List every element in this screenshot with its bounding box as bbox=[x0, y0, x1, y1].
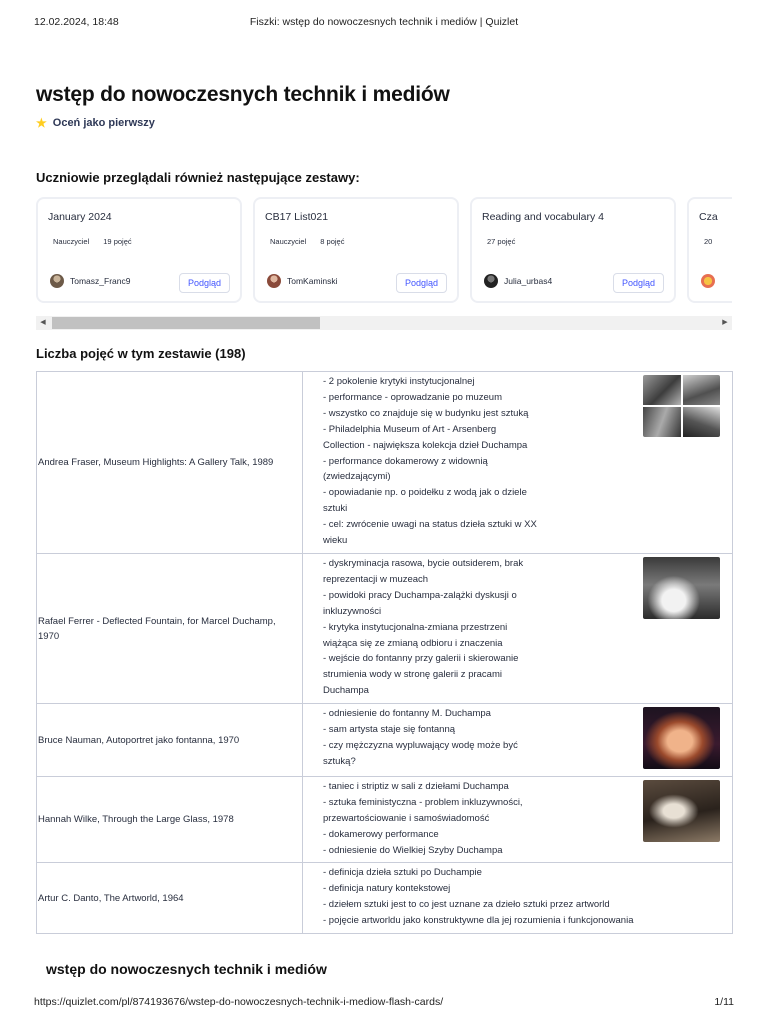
definition-line: - performance dokamerowy z widownią bbox=[323, 455, 488, 467]
definition-line: - opowiadanie np. o poidełku z wodą jak o dziele bbox=[323, 487, 527, 499]
definition-cell bbox=[303, 372, 733, 554]
definition-line: przewartościowanie i samoświadomość bbox=[323, 812, 490, 824]
rate-button[interactable] bbox=[36, 117, 155, 129]
definition-line: - dyskryminacja rasowa, bycie outsiderem, brak bbox=[323, 558, 524, 569]
definition-line: - definicja natury kontekstowej bbox=[323, 882, 451, 894]
definition-line: - taniec i striptiz w sali z dziełami Duchampa bbox=[323, 781, 509, 792]
definition-line: (zwiedzającymi) bbox=[323, 471, 391, 483]
related-set-card[interactable] bbox=[687, 197, 732, 303]
definition-line: - dokamerowy performance bbox=[323, 828, 439, 840]
print-url: https://quizlet.com/pl/874193676/wstep-do-nowoczesnych-technik-i-mediow-flash-cards/ bbox=[34, 996, 444, 1008]
bottom-set-title: wstęp do nowoczesnych technik i mediów bbox=[46, 961, 327, 977]
related-sets-heading: Uczniowie przeglądali również następujące zestawy: bbox=[36, 170, 360, 185]
definition-line: - pojęcie artworldu jako konstruktywne dla jej rozumienia i funkcjonowania bbox=[323, 914, 634, 926]
scroll-thumb[interactable] bbox=[52, 317, 320, 329]
table-row bbox=[37, 777, 733, 863]
definition-line: - wejście do fontanny przy galerii i skierowanie bbox=[323, 653, 519, 665]
definition-line: sztuki bbox=[323, 503, 348, 515]
definition-line: - czy mężczyzna wypluwający wodę może być bbox=[323, 739, 518, 751]
card-meta bbox=[704, 237, 712, 246]
terms-table bbox=[36, 371, 733, 934]
table-row bbox=[37, 372, 733, 554]
print-header bbox=[34, 16, 734, 30]
definition-line: - odniesienie do Wielkiej Szyby Duchampa bbox=[323, 844, 503, 856]
definition-line: - dziełem sztuki jest to co jest uznane za dzieło sztuki przez artworld bbox=[323, 898, 610, 910]
definition-line: inkluzywności bbox=[323, 605, 382, 617]
definition-line: wieku bbox=[323, 535, 348, 547]
term-count: 8 pojęć bbox=[320, 237, 345, 246]
definition-cell bbox=[303, 704, 733, 777]
term-image[interactable] bbox=[643, 557, 720, 619]
scroll-left-icon[interactable]: ◀ bbox=[40, 319, 46, 326]
table-row bbox=[37, 554, 733, 704]
rate-label: Oceń jako pierwszy bbox=[52, 117, 155, 129]
card-user[interactable] bbox=[701, 274, 715, 288]
term-cell: Andrea Fraser, Museum Highlights: A Gallery Talk, 1989 bbox=[37, 372, 303, 554]
definition-cell bbox=[303, 863, 733, 934]
definition-line: sztuką? bbox=[323, 755, 356, 767]
scroll-right-icon[interactable]: ▶ bbox=[722, 319, 728, 326]
preview-button[interactable]: Podgląd bbox=[179, 273, 230, 293]
card-title[interactable]: Reading and vocabulary 4 bbox=[482, 211, 605, 223]
related-set-card[interactable] bbox=[253, 197, 459, 303]
print-date: 12.02.2024, 18:48 bbox=[34, 16, 119, 28]
definition-cell bbox=[303, 554, 733, 704]
definition-line: - 2 pokolenie krytyki instytucjonalnej bbox=[323, 376, 475, 387]
definition-line: - sztuka feministyczna - problem inkluzywności, bbox=[323, 796, 523, 808]
definition-cell bbox=[303, 777, 733, 863]
terms-heading: Liczba pojęć w tym zestawie (198) bbox=[36, 346, 246, 361]
definition-line: - cel: zwrócenie uwagi na status dzieła sztuki w XX bbox=[323, 519, 537, 531]
definition-line: - definicja dzieła sztuki po Duchampie bbox=[323, 867, 482, 878]
related-sets-carousel bbox=[36, 197, 732, 303]
term-cell: Rafael Ferrer - Deflected Fountain, for Marcel Duchamp, 1970 bbox=[37, 554, 303, 704]
definition-line: strumienia wody w stronę galerii z pracami bbox=[323, 669, 502, 681]
related-set-card[interactable] bbox=[470, 197, 676, 303]
card-user[interactable] bbox=[50, 274, 130, 288]
term-count: 20 bbox=[704, 237, 713, 246]
related-set-card[interactable] bbox=[36, 197, 242, 303]
card-title[interactable]: January 2024 bbox=[48, 211, 112, 223]
avatar bbox=[701, 274, 715, 288]
print-title: Fiszki: wstęp do nowoczesnych technik i mediów | Quizlet bbox=[249, 16, 519, 28]
term-image[interactable] bbox=[643, 780, 720, 842]
username: Tomasz_Franc9 bbox=[70, 276, 131, 286]
term-cell: Bruce Nauman, Autoportret jako fontanna, 1970 bbox=[37, 704, 303, 777]
definition-line: reprezentacji w muzeach bbox=[323, 573, 429, 585]
card-meta bbox=[487, 237, 515, 246]
set-title: wstęp do nowoczesnych technik i mediów bbox=[36, 83, 450, 106]
card-meta bbox=[270, 237, 344, 246]
definition-line: - powidoki pracy Duchampa-zalążki dyskusji o bbox=[323, 589, 517, 601]
card-user[interactable] bbox=[484, 274, 552, 288]
print-footer bbox=[34, 996, 734, 1010]
carousel-scrollbar[interactable] bbox=[36, 316, 732, 330]
definition-line: - Philadelphia Museum of Art - Arsenberg bbox=[323, 423, 497, 435]
term-count: 27 pojęć bbox=[487, 237, 516, 246]
teacher-badge: Nauczyciel bbox=[270, 237, 307, 246]
definition-line: Duchampa bbox=[323, 685, 369, 697]
teacher-badge: Nauczyciel bbox=[53, 237, 90, 246]
table-row bbox=[37, 863, 733, 934]
table-row bbox=[37, 704, 733, 777]
term-image[interactable] bbox=[643, 707, 720, 769]
print-page-number: 1/11 bbox=[714, 996, 734, 1008]
card-user[interactable] bbox=[267, 274, 338, 288]
preview-button[interactable]: Podgląd bbox=[613, 273, 664, 293]
card-meta bbox=[53, 237, 132, 246]
definition-line: - wszystko co znajduje się w budynku jest sztuką bbox=[323, 407, 529, 419]
username: Julia_urbas4 bbox=[504, 276, 553, 286]
term-cell: Artur C. Danto, The Artworld, 1964 bbox=[37, 863, 303, 934]
term-image[interactable] bbox=[643, 375, 720, 437]
preview-button[interactable]: Podgląd bbox=[396, 273, 447, 293]
definition-line: - krytyka instytucjonalna-zmiana przestrzeni bbox=[323, 621, 508, 633]
definition-line: - sam artysta staje się fontanną bbox=[323, 723, 456, 735]
card-title[interactable]: CB17 List021 bbox=[265, 211, 329, 223]
avatar bbox=[267, 274, 281, 288]
definition-line: wiążąca się ze zmianą odbioru i znaczenia bbox=[323, 637, 503, 649]
avatar bbox=[484, 274, 498, 288]
avatar bbox=[50, 274, 64, 288]
term-cell: Hannah Wilke, Through the Large Glass, 1978 bbox=[37, 777, 303, 863]
term-count: 19 pojęć bbox=[103, 237, 132, 246]
definition-line: Collection - największa kolekcja dzieł Duchampa bbox=[323, 439, 528, 451]
card-title[interactable]: Cza bbox=[699, 211, 718, 223]
username: TomKaminski bbox=[287, 276, 338, 286]
definition-line: - odniesienie do fontanny M. Duchampa bbox=[323, 708, 491, 719]
star-icon: ★ bbox=[36, 116, 47, 130]
definition-line: - performance - oprowadzanie po muzeum bbox=[323, 391, 503, 403]
